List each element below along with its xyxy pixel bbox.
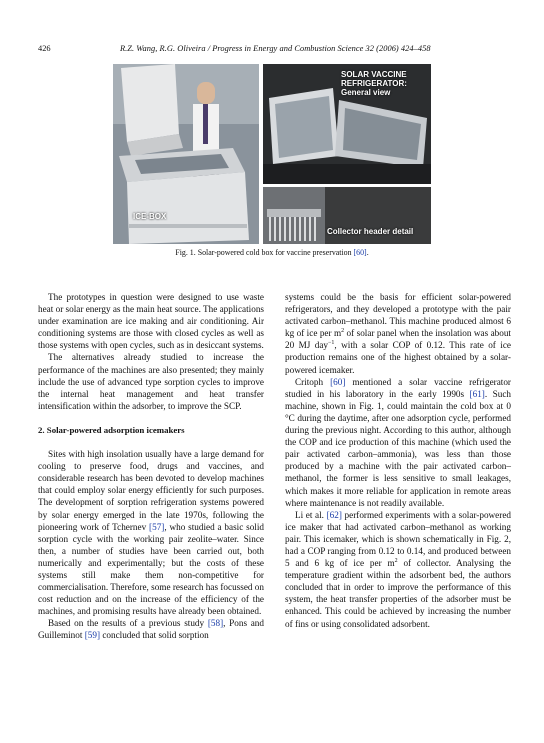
right-column [285,291,511,630]
collector-label: Collector header detail [327,227,414,236]
solar-label-line3: General view [341,88,391,97]
figure-caption [0,248,544,257]
section-heading: 2. Solar-powered adsorption icemakers [38,424,185,435]
figure-1 [113,64,431,244]
text-run: of collector. Analysing the temperature gradient within the adsorbent bed, the authors concluded that in order to improve the performance of this system, the heat transfer properties of the adsorber must be enhanced. This could be achieved by increasing the number of fins or using consolidated adsorbent. [285,558,511,629]
icebox-photo [113,64,259,244]
citation-link[interactable]: [61] [469,388,485,399]
text-run: systems could be the basis for efficient solar-powered refrigerators, and they developed a prototype with the pair activated carbon–methanol. This machine produced almost 6 kg of ice per m [285,292,511,339]
paragraph [38,617,264,641]
paragraph: The prototypes in question were designed to use waste heat or solar energy as the main heat source. The applications under examination are ice making and air conditioning. Air conditioning systems are those with closed cycles as well as those systems with open cycles, such as in desiccant systems. [38,292,264,351]
page-number: 426 [38,44,51,53]
citation-link[interactable]: [58] [207,618,224,629]
paragraph [38,448,264,617]
superscript: 2 [341,328,345,335]
citation-link[interactable]: [62] [326,509,342,520]
solar-refrigerator-label [341,70,429,97]
superscript: −1 [328,340,335,347]
text-run: Based on the results of a previous study [48,618,208,629]
text-run: . Such machine, shown in Fig. 1, could maintain the cold box at 0 °C during the daytime, after one adsorption cycle, performed during the previous night. According to this author, although the COP and ice production of this machine (which used the pair activated carbon–ammonia), was less than those produced by a machine with the pair activated carbon–methanol, the former is less sensitive to small leakages, which makes it more reliable for application in remote areas where maintenance is not readily available. [285,388,511,508]
text-run: mentioned a solar vaccine refrigerator studied in his laboratory in the early 1990s [285,376,511,399]
citation-link[interactable]: [57] [149,521,165,532]
text-run: , Pons and Guilleminot [38,618,264,641]
caption-text: Fig. 1. Solar-powered cold box for vaccine preservation [175,248,354,257]
running-title: R.Z. Wang, R.G. Oliveira / Progress in Energy and Combustion Science 32 (2006) 424–458 [120,44,431,53]
page-header [38,44,506,58]
text-run: Critoph [295,376,331,387]
text-run: of solar panel when the insolation was about 20 MJ day [285,328,511,351]
superscript: 2 [394,558,398,564]
text-run: , with a solar COP of 0.12. This rate of ice production remains one of the highest obtained by a solar-powered icemaker. [285,340,511,375]
citation-link[interactable]: [60] [330,376,346,387]
text-run: , who studied a basic solid sorption cycle with the working pair zeolite–water. Since then, a number of studies have been carried out, both numerically and experimentally; but the costs of these systems still make them non-competitive for commercialisation. Therefore, some research has focussed on cost reduction and on the increase of the efficiency of the machines, and promising results have already been obtained. [38,521,265,617]
solar-label-line2: REFRIGERATOR: [341,79,407,88]
caption-suffix: . [366,248,369,257]
collector-header-photo [263,187,431,244]
left-column [38,291,264,642]
general-view-photo [263,64,431,184]
text-run: performed experiments with a solar-powered ice maker that had activated carbon–methanol as working pair. This icemaker, which is shown schematically in Fig. 2, had a COP ranging from 0.12 to 0.14, and produced between 5 and 6 kg of ice per m [285,509,511,569]
text-run: Sites with high insolation usually have a large demand for cooling to preserve food, drugs and vaccines, and considerable research has been devoted to develop machines that could employ solar energy efficiently for such purposes. The development of sorption refrigeration systems powered by solar energy emerged in the late 1970s, following the pioneering work of Tchernev [38,449,264,532]
text-run: concluded that solid sorption [100,630,209,641]
paragraph [285,376,511,509]
paragraph [285,291,511,376]
paragraph: The alternatives already studied to increase the performance of the machines are also presented; they mainly include the use of advanced type sorption cycles to improve the internal heat management and heat transfer intensification within the adsorber, to improve the SCP. [38,352,264,411]
paragraph [285,509,511,630]
citation-link[interactable]: [59] [84,630,101,641]
text-run: Li et al. [295,509,327,520]
icebox-label: ICE-BOX [133,212,167,221]
caption-citation[interactable]: [60] [353,248,367,257]
solar-label-line1: SOLAR VACCINE [341,70,407,79]
